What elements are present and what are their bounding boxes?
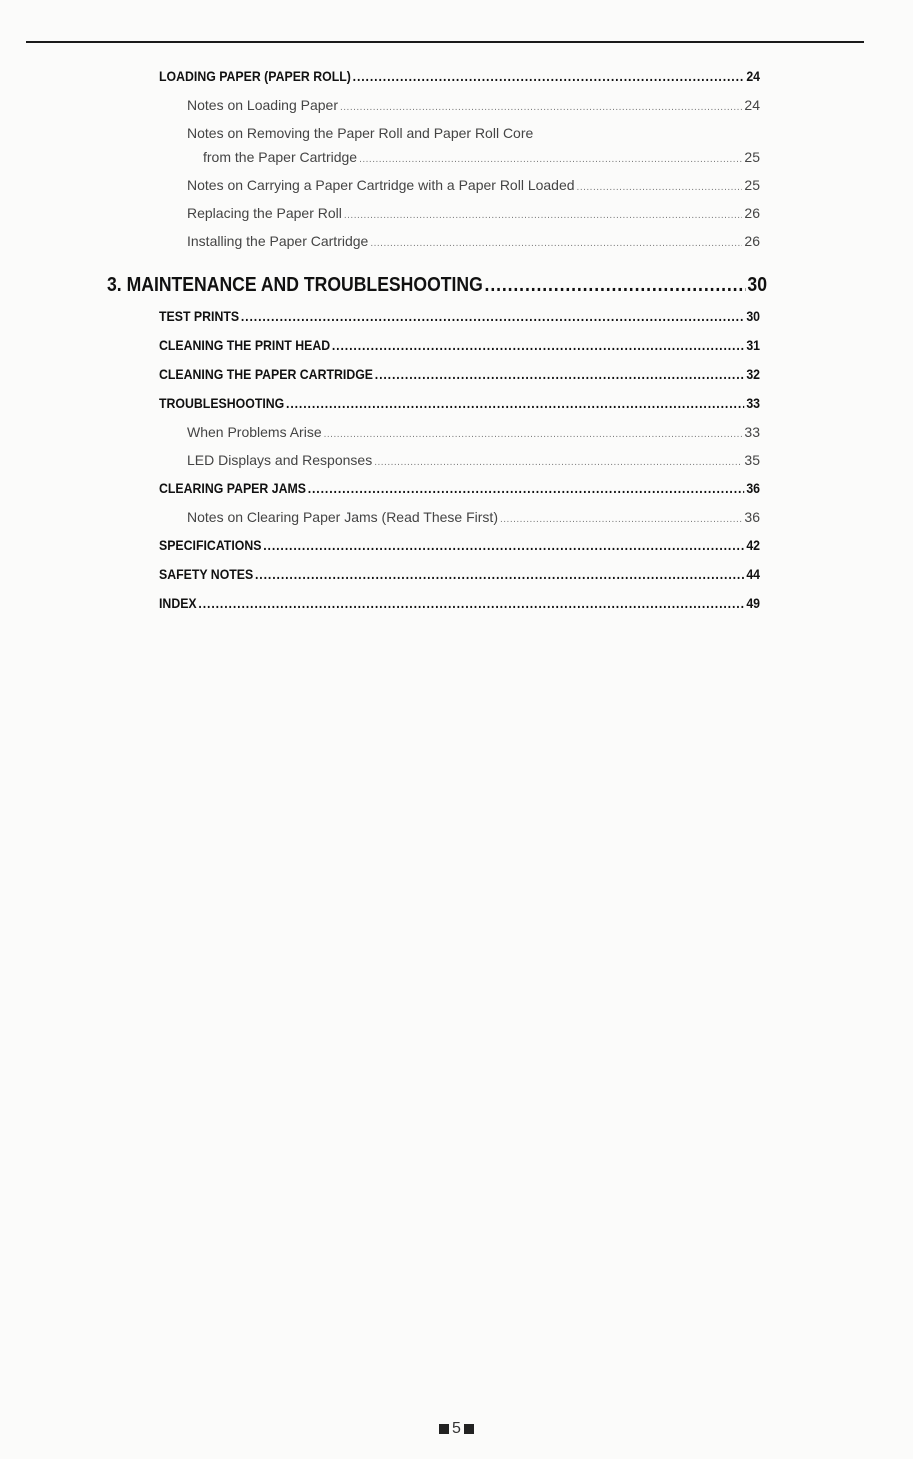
toc-entry-troubleshooting[interactable] <box>159 395 760 415</box>
toc-leader-dots <box>332 337 745 353</box>
toc-entry-notes-carrying-cartridge[interactable] <box>187 177 760 197</box>
toc-entry-label: When Problems Arise <box>187 424 322 440</box>
toc-leader-dots <box>286 395 745 411</box>
toc-entry-page: 26 <box>744 233 760 249</box>
toc-leader-dots <box>485 274 746 297</box>
toc-entry-notes-clearing-jams[interactable] <box>187 509 760 529</box>
toc-leader-dots <box>198 595 744 611</box>
toc-leader-dots <box>359 154 742 165</box>
toc-entry-page: 24 <box>744 97 760 113</box>
toc-entry-page: 35 <box>744 452 760 468</box>
toc-entry-notes-removing-roll[interactable] <box>203 149 760 169</box>
page-footer <box>0 1420 913 1438</box>
toc-leader-dots <box>340 102 742 113</box>
toc-entry-specifications[interactable] <box>159 537 760 557</box>
toc-entry-label: INDEX <box>159 595 197 611</box>
toc-entry-cleaning-paper-cartridge[interactable] <box>159 366 760 386</box>
toc-entry-page: 33 <box>746 395 761 411</box>
toc-entry-index[interactable] <box>159 595 760 615</box>
toc-entry-label: Notes on Carrying a Paper Cartridge with a Paper Roll Loaded <box>187 177 575 193</box>
toc-entry-label: CLEANING THE PRINT HEAD <box>159 337 331 353</box>
toc-entry-label: LED Displays and Responses <box>187 452 373 468</box>
toc-entry-label-line1: Notes on Removing the Paper Roll and Paper Roll Core <box>187 125 534 141</box>
square-bullet-icon <box>464 1424 474 1434</box>
toc-leader-dots <box>324 429 743 440</box>
toc-entry-label: from the Paper Cartridge <box>203 149 358 165</box>
toc-entry-when-problems-arise[interactable] <box>187 424 760 444</box>
toc-entry-replacing-roll[interactable] <box>187 205 760 225</box>
header-rule <box>26 41 864 43</box>
toc-entry-label: SPECIFICATIONS <box>159 537 262 553</box>
toc-leader-dots <box>353 68 745 84</box>
toc-entry-page: 25 <box>744 149 760 165</box>
toc-entry-test-prints[interactable] <box>159 308 760 328</box>
toc-entry-page: 30 <box>747 274 767 296</box>
toc-entry-label: Notes on Clearing Paper Jams (Read These First) <box>187 509 498 525</box>
toc-entry-page: 33 <box>744 424 760 440</box>
toc-entry-label: TEST PRINTS <box>159 308 240 324</box>
toc-leader-dots <box>370 238 742 249</box>
toc-entry-label: Replacing the Paper Roll <box>187 205 342 221</box>
toc-entry-clearing-paper-jams[interactable] <box>159 480 760 500</box>
toc-leader-dots <box>263 537 744 553</box>
toc-entry-label: TROUBLESHOOTING <box>159 395 285 411</box>
toc-entry-page: 26 <box>744 205 760 221</box>
toc-entry-page: 36 <box>746 480 761 496</box>
toc-leader-dots <box>344 210 743 221</box>
toc-entry-label: SAFETY NOTES <box>159 566 254 582</box>
toc-entry-page: 25 <box>744 177 760 193</box>
toc-entry-page: 42 <box>746 537 761 553</box>
square-bullet-icon <box>439 1424 449 1434</box>
toc-entry-page: 49 <box>746 595 761 611</box>
toc-leader-dots <box>375 366 745 382</box>
toc-entry-page: 36 <box>744 509 760 525</box>
toc-entry-label: Notes on Loading Paper <box>187 97 338 113</box>
toc-chapter-maintenance[interactable] <box>107 274 767 302</box>
toc-entry-label: LOADING PAPER (PAPER ROLL) <box>159 68 351 84</box>
toc-entry-cleaning-print-head[interactable] <box>159 337 760 357</box>
toc-entry-led-displays[interactable] <box>187 452 760 472</box>
toc-entry-label: CLEANING THE PAPER CARTRIDGE <box>159 366 374 382</box>
toc-leader-dots <box>308 480 745 496</box>
toc-entry-label: Installing the Paper Cartridge <box>187 233 369 249</box>
toc-leader-dots <box>577 182 743 193</box>
toc-entry-notes-loading-paper[interactable] <box>187 97 760 117</box>
toc-leader-dots <box>500 514 742 525</box>
toc-leader-dots <box>241 308 745 324</box>
toc-leader-dots <box>374 457 742 468</box>
toc-entry-loading-paper[interactable] <box>159 68 760 88</box>
toc-entry-page: 32 <box>746 366 761 382</box>
toc-entry-installing-cartridge[interactable] <box>187 233 760 253</box>
toc-entry-page: 30 <box>746 308 761 324</box>
toc-entry-label: 3. MAINTENANCE AND TROUBLESHOOTING <box>107 274 483 296</box>
toc-entry-page: 24 <box>746 68 761 84</box>
toc-entry-page: 44 <box>746 566 761 582</box>
toc-entry-label: CLEARING PAPER JAMS <box>159 480 306 496</box>
toc-entry-page: 31 <box>746 337 761 353</box>
toc-leader-dots <box>255 566 745 582</box>
toc-entry-safety-notes[interactable] <box>159 566 760 586</box>
page-number: 5 <box>452 1420 461 1437</box>
